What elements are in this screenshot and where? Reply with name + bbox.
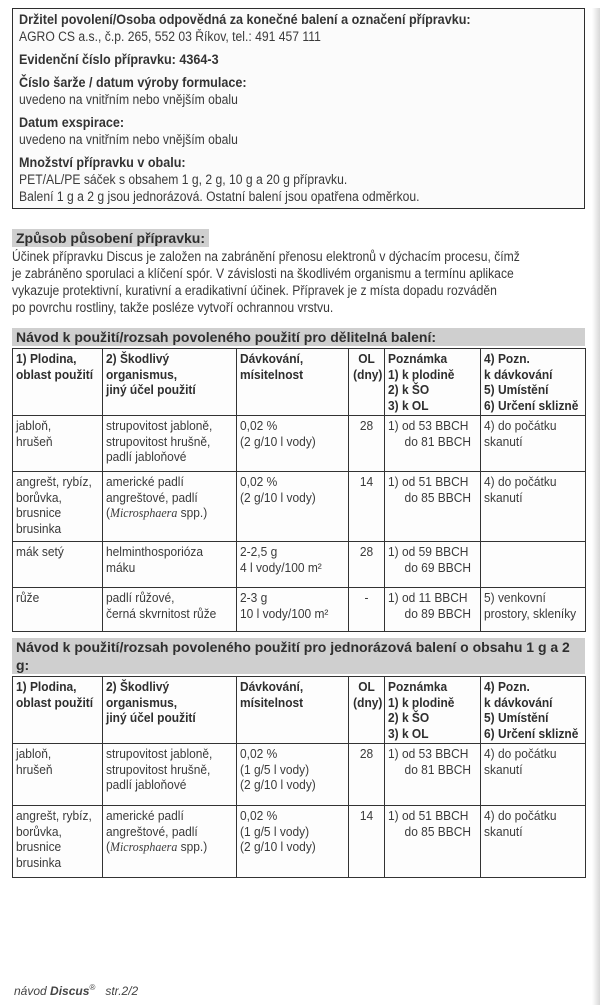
- header-line: Dávkování,: [240, 351, 304, 366]
- batch-label: Číslo šarže / datum výroby formulace:: [19, 74, 247, 90]
- cell-line: helminthosporióza: [106, 544, 204, 559]
- cell-line: 0,02 %: [240, 474, 278, 489]
- header-note: [385, 677, 481, 744]
- header-line: (dny): [353, 694, 383, 710]
- cell-pest: [103, 588, 237, 632]
- cell-line: 4) do počátku: [484, 474, 557, 489]
- header-line: Dávkování,: [240, 679, 304, 694]
- header-crop: [13, 677, 103, 744]
- cell-line: -: [364, 590, 369, 605]
- cell-line: (1 g/5 l vody): [240, 823, 310, 839]
- cell-line: angrešt, rybíz,: [16, 808, 92, 823]
- cell-line: skanutí: [484, 433, 523, 449]
- table-row: [13, 744, 586, 806]
- cell-note2: [481, 416, 586, 472]
- cell-line: 1) od 53 BBCH: [388, 418, 469, 433]
- cell-line: 0,02 %: [240, 418, 278, 433]
- cell-line: 4) do počátku: [484, 808, 557, 823]
- cell-line: 1) od 53 BBCH: [388, 746, 469, 761]
- cell-ol: [349, 542, 385, 588]
- cell-line: brusnice: [16, 505, 62, 520]
- cell-line: do 69 BBCH: [404, 559, 472, 575]
- cell-note2: [481, 744, 586, 806]
- cell-note: [385, 744, 481, 806]
- cell-note2: [481, 542, 586, 588]
- cell-line: 4 l vody/100 m²: [240, 559, 322, 575]
- mode-line: po povrchu rostliny, takže posléze vytvoří ochrannou vrstvu.: [12, 300, 334, 315]
- cell-line: borůvka,: [16, 823, 62, 839]
- header-line: jiný účel použití: [106, 710, 196, 725]
- cell-crop: [13, 744, 103, 806]
- table-row: [13, 416, 586, 472]
- cell-crop: [13, 806, 103, 878]
- cell-note: [385, 806, 481, 878]
- header-line: Poznámka: [388, 679, 448, 694]
- header-line: OL: [358, 679, 375, 694]
- cell-line: (2 g/10 l vody): [240, 839, 316, 854]
- header-line: 1) Plodina,: [16, 351, 77, 366]
- header-line: k dávkování: [484, 694, 553, 710]
- cell-line: strupovitost hrušně,: [106, 761, 211, 777]
- footer-product: Discus: [50, 984, 90, 998]
- cell-line: hrušeň: [16, 433, 53, 449]
- cell-line: hrušeň: [16, 761, 53, 777]
- cell-line: černá skvrnitost růže: [106, 605, 217, 621]
- table2-title: Návod k použití/rozsah povoleného použití pro jednorázová balení o obsahu 1 g a 2 g:: [12, 638, 585, 674]
- quantity-label: Množství přípravku v obalu:: [19, 154, 186, 170]
- cell-crop: [13, 588, 103, 632]
- cell-line: angreštové, padlí: [106, 823, 198, 839]
- header-line: 2) Škodlivý: [106, 679, 170, 694]
- cell-line: prostory, skleníky: [484, 605, 577, 621]
- header-ol: [349, 349, 385, 416]
- cell-line: (2 g/10 l vody): [240, 777, 316, 792]
- mode-of-action: [12, 229, 590, 316]
- cell-dose: [237, 472, 349, 542]
- cell-note: [385, 416, 481, 472]
- cell-note2: [481, 588, 586, 632]
- cell-line: růže: [16, 590, 40, 605]
- cell-line: jabloň,: [16, 746, 52, 761]
- table-row: [13, 542, 586, 588]
- batch-section: [19, 74, 578, 108]
- cell-line: máku: [106, 559, 136, 575]
- header-note: [385, 349, 481, 416]
- header-crop: [13, 349, 103, 416]
- table-row: [13, 806, 586, 878]
- expiry-label: Datum exspirace:: [19, 114, 125, 130]
- usage-table-single-use: [12, 676, 586, 878]
- cell-line: do 81 BBCH: [404, 761, 472, 777]
- header-line: OL: [358, 351, 375, 366]
- header-line: 3) k OL: [388, 725, 429, 741]
- cell-line: 28: [359, 544, 374, 559]
- usage-table-divisible: [12, 348, 586, 632]
- cell-line: (Microsphaera spp.): [106, 839, 208, 854]
- cell-line: (2 g/10 l vody): [240, 433, 316, 449]
- header-line: 4) Pozn.: [484, 351, 530, 366]
- cell-line: do 89 BBCH: [404, 605, 472, 621]
- header-line: 5) Umístění: [484, 382, 549, 397]
- cell-line: skanutí: [484, 761, 523, 777]
- cell-line: 2-3 g: [240, 590, 268, 605]
- footer-prefix: návod: [14, 984, 47, 998]
- cell-note: [385, 542, 481, 588]
- header-line: Poznámka: [388, 351, 448, 366]
- cell-line: 5) venkovní: [484, 590, 546, 605]
- cell-line: 14: [359, 808, 374, 823]
- footer-page: str.2/2: [105, 984, 139, 998]
- cell-line: 4) do počátku: [484, 746, 557, 761]
- table-row: [13, 472, 586, 542]
- header-note2: [481, 677, 586, 744]
- cell-ol: [349, 744, 385, 806]
- cell-line: strupovitost jabloně,: [106, 746, 213, 761]
- cell-line: padlí jabloňové: [106, 777, 187, 792]
- header-line: 6) Určení sklizně: [484, 397, 579, 413]
- cell-line: 1) od 51 BBCH: [388, 474, 469, 489]
- cell-line: skanutí: [484, 823, 523, 839]
- header-pest: [103, 349, 237, 416]
- footer-mark: ®: [89, 983, 96, 992]
- reg-label: Evidenční číslo přípravku:: [19, 51, 176, 67]
- cell-line: 28: [359, 418, 374, 433]
- header-line: mísitelnost: [240, 694, 304, 710]
- cell-line: 28: [359, 746, 374, 761]
- header-line: 5) Umístění: [484, 710, 549, 725]
- cell-crop: [13, 472, 103, 542]
- batch-value: uvedeno na vnitřním nebo vnějším obalu: [19, 92, 238, 107]
- cell-line: americké padlí: [106, 474, 184, 489]
- cell-line: 2-2,5 g: [240, 544, 278, 559]
- cell-line: (1 g/5 l vody): [240, 761, 310, 777]
- header-line: 1) k plodině: [388, 694, 455, 710]
- header-line: 6) Určení sklizně: [484, 725, 579, 741]
- cell-line: padlí jabloňové: [106, 449, 187, 464]
- holder-value: AGRO CS a.s., č.p. 265, 552 03 Říkov, tel.: 491 457 111: [19, 29, 321, 44]
- cell-dose: [237, 542, 349, 588]
- cell-line: 1) od 51 BBCH: [388, 808, 469, 823]
- header-line: jiný účel použití: [106, 382, 196, 397]
- cell-line: padlí růžové,: [106, 590, 175, 605]
- expiry-section: [19, 114, 578, 148]
- header-line: mísitelnost: [240, 366, 304, 382]
- header-dose: [237, 677, 349, 744]
- cell-line: do 81 BBCH: [404, 433, 472, 449]
- header-line: 2) Škodlivý: [106, 351, 170, 366]
- header-line: 2) k ŠO: [388, 710, 430, 725]
- mode-line: je zabráněno sporulaci a klíčení spór. V závislosti na škodlivém organismu a termínu aplikace: [12, 266, 514, 281]
- cell-line: americké padlí: [106, 808, 184, 823]
- header-line: 3) k OL: [388, 397, 429, 413]
- cell-line: do 85 BBCH: [404, 823, 472, 839]
- cell-line: angreštové, padlí: [106, 489, 198, 505]
- cell-line: 10 l vody/100 m²: [240, 605, 329, 621]
- cell-note2: [481, 472, 586, 542]
- reg-section: [19, 51, 578, 68]
- cell-note: [385, 588, 481, 632]
- cell-line: strupovitost jabloně,: [106, 418, 213, 433]
- cell-ol: [349, 416, 385, 472]
- header-dose: [237, 349, 349, 416]
- page-edge-shadow: [592, 8, 600, 1005]
- mode-line: Účinek přípravku Discus je založen na zabránění přenosu elektronů v dýchacím procesu, čímž: [12, 249, 520, 264]
- cell-pest: [103, 744, 237, 806]
- reg-value: 4364-3: [179, 51, 219, 67]
- cell-line: brusinka: [16, 854, 62, 870]
- cell-line: (Microsphaera spp.): [106, 505, 208, 520]
- cell-ol: [349, 588, 385, 632]
- page-footer: [14, 983, 138, 998]
- cell-dose: [237, 806, 349, 878]
- header-line: oblast použití: [16, 694, 94, 710]
- header-line: k dávkování: [484, 366, 553, 382]
- cell-line: angrešt, rybíz,: [16, 474, 92, 489]
- label-page: [0, 8, 600, 1005]
- cell-pest: [103, 416, 237, 472]
- header-note2: [481, 349, 586, 416]
- header-line: organismus,: [106, 366, 178, 382]
- cell-line: 1) od 11 BBCH: [388, 590, 468, 605]
- cell-line: (2 g/10 l vody): [240, 489, 316, 505]
- table-header-row: [13, 677, 586, 744]
- reg-line: [19, 51, 522, 68]
- quantity-section: [19, 154, 578, 205]
- cell-line: jabloň,: [16, 418, 52, 433]
- header-line: organismus,: [106, 694, 178, 710]
- cell-line: brusnice: [16, 839, 62, 854]
- table1-title: Návod k použití/rozsah povoleného použití pro dělitelná balení:: [12, 328, 585, 346]
- cell-dose: [237, 744, 349, 806]
- cell-line: borůvka,: [16, 489, 62, 505]
- cell-crop: [13, 416, 103, 472]
- expiry-value: uvedeno na vnitřním nebo vnějším obalu: [19, 132, 238, 147]
- cell-line: do 85 BBCH: [404, 489, 472, 505]
- header-ol: [349, 677, 385, 744]
- cell-dose: [237, 416, 349, 472]
- info-box: [12, 8, 585, 209]
- cell-pest: [103, 472, 237, 542]
- cell-pest: [103, 542, 237, 588]
- mode-line: vykazuje protektivní, kurativní a eradikativní účinek. Přípravek je z místa dopadu rozváděn: [12, 283, 497, 298]
- header-line: oblast použití: [16, 366, 94, 382]
- quantity-line: Balení 1 g a 2 g jsou jednorázová. Ostatní balení jsou opatřena odměrkou.: [19, 189, 420, 204]
- header-line: (dny): [353, 366, 383, 382]
- cell-dose: [237, 588, 349, 632]
- cell-pest: [103, 806, 237, 878]
- cell-line: skanutí: [484, 489, 523, 505]
- cell-line: mák setý: [16, 544, 64, 559]
- holder-section: [19, 11, 578, 45]
- cell-note2: [481, 806, 586, 878]
- cell-line: brusinka: [16, 520, 62, 536]
- cell-line: 0,02 %: [240, 746, 278, 761]
- quantity-line: PET/AL/PE sáček s obsahem 1 g, 2 g, 10 g a 20 g přípravku.: [19, 172, 348, 187]
- header-line: 1) Plodina,: [16, 679, 77, 694]
- header-line: 2) k ŠO: [388, 382, 430, 397]
- header-pest: [103, 677, 237, 744]
- cell-line: 4) do počátku: [484, 418, 557, 433]
- table-row: [13, 588, 586, 632]
- header-line: 4) Pozn.: [484, 679, 530, 694]
- cell-line: 14: [359, 474, 374, 489]
- holder-label: Držitel povolení/Osoba odpovědná za konečné balení a označení přípravku:: [19, 11, 471, 27]
- cell-line: 1) od 59 BBCH: [388, 544, 469, 559]
- table-header-row: [13, 349, 586, 416]
- cell-line: strupovitost hrušně,: [106, 433, 211, 449]
- mode-heading: Způsob působení přípravku:: [12, 229, 209, 247]
- cell-ol: [349, 472, 385, 542]
- cell-note: [385, 472, 481, 542]
- header-line: 1) k plodině: [388, 366, 455, 382]
- cell-crop: [13, 542, 103, 588]
- cell-line: 0,02 %: [240, 808, 278, 823]
- cell-ol: [349, 806, 385, 878]
